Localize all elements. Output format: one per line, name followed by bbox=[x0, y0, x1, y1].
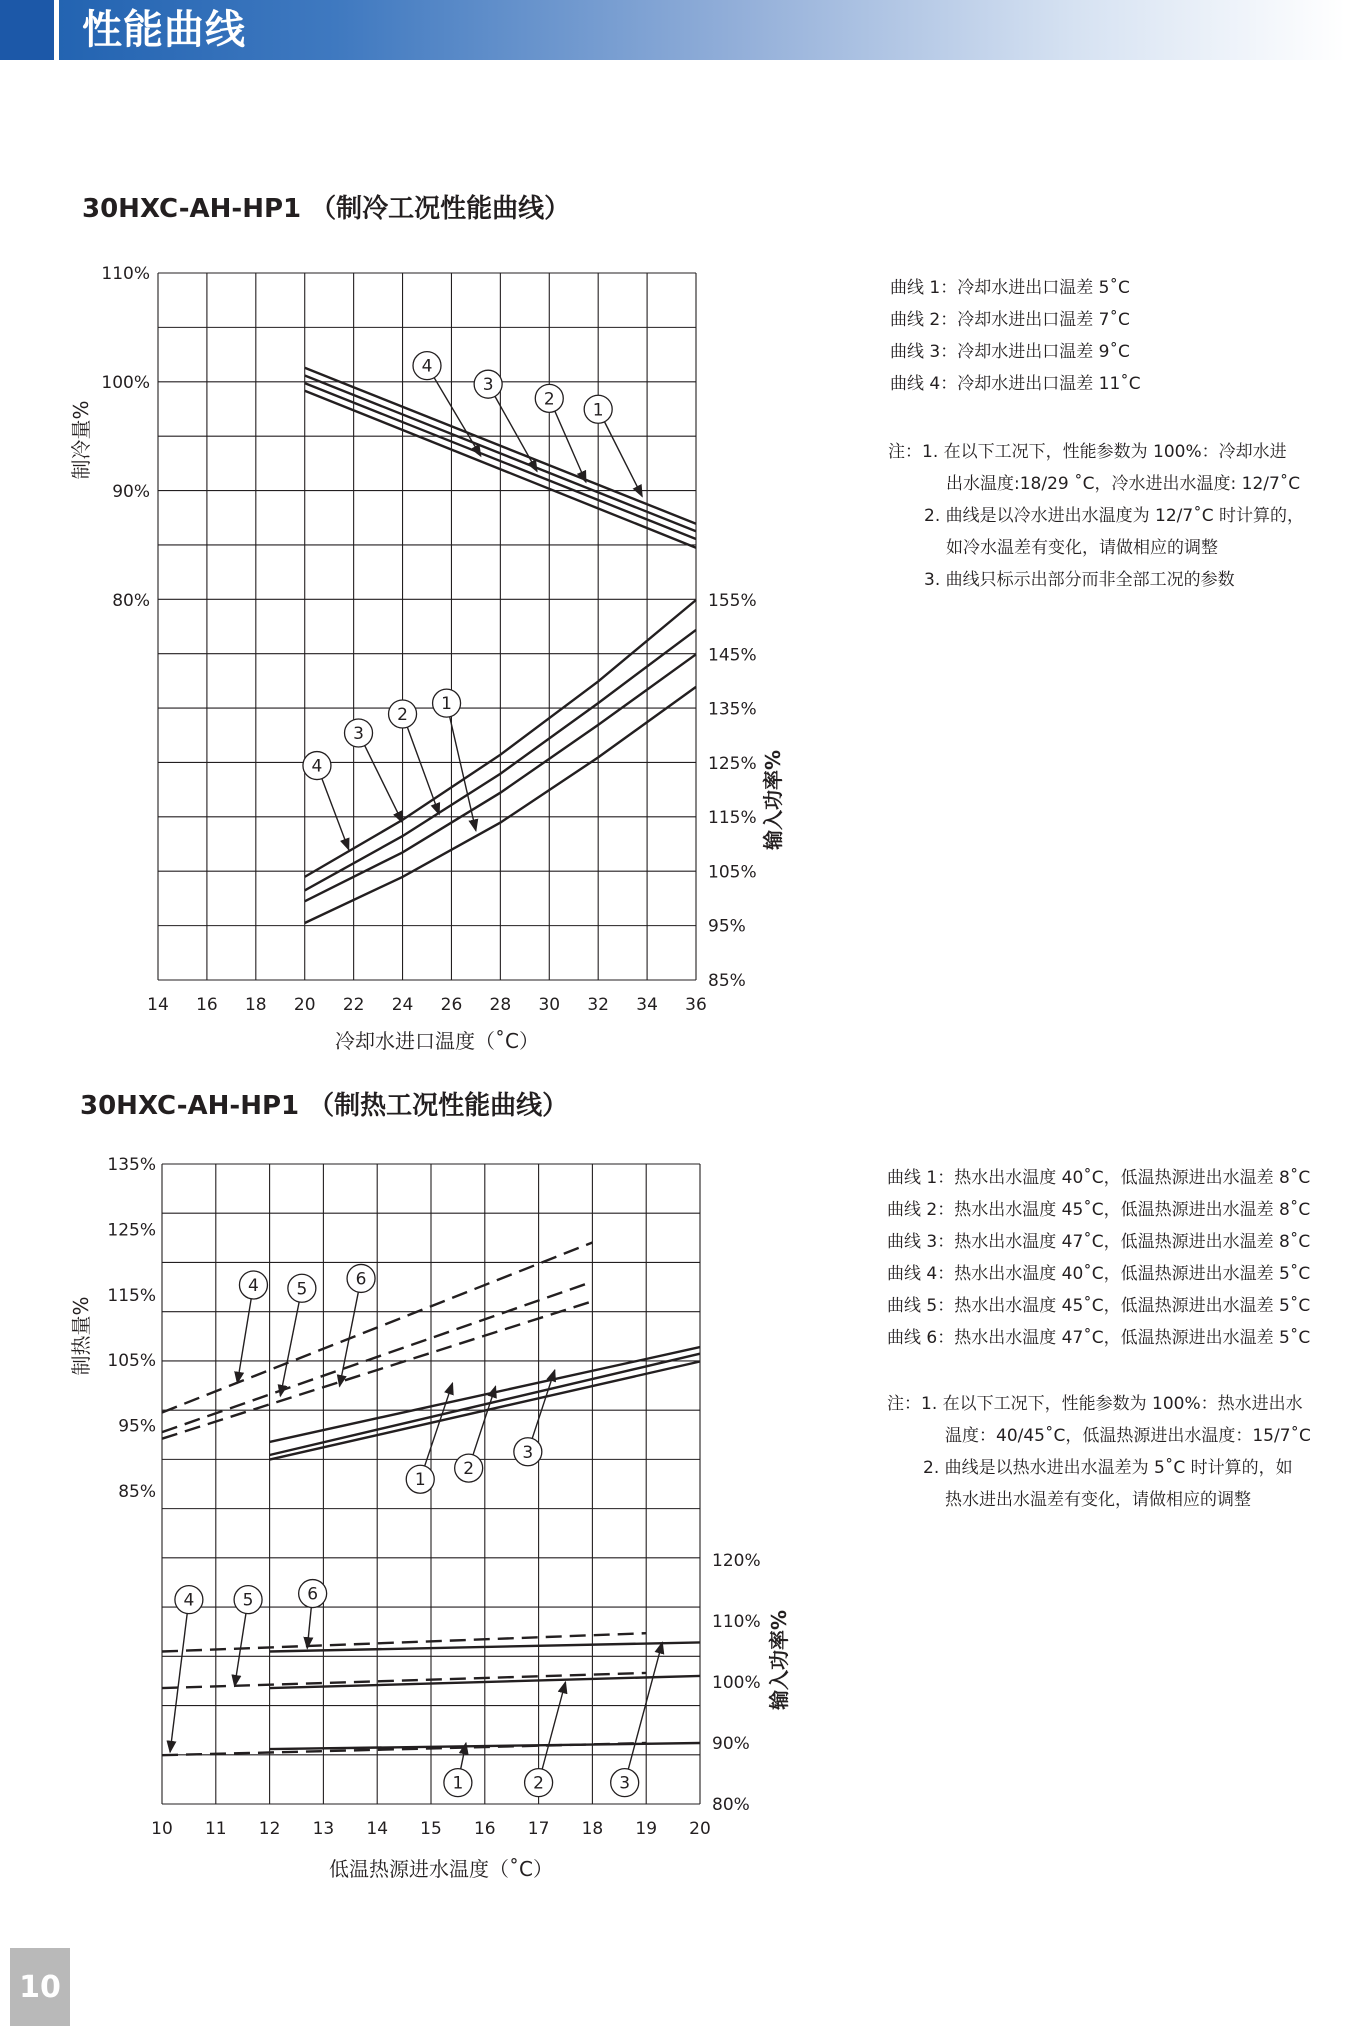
x-tick-label: 30 bbox=[538, 995, 561, 1015]
callout-arrow bbox=[322, 779, 349, 850]
y-tick-label-left: 135% bbox=[107, 1155, 156, 1175]
y-tick-label-left: 80% bbox=[112, 591, 150, 611]
cooling-legend-item: 曲线 3：冷却水进出口温差 9˚C bbox=[890, 342, 1130, 362]
heating-chart-title: 30HXC-AH-HP1 （制热工况性能曲线） bbox=[80, 1091, 569, 1121]
x-tick-label: 13 bbox=[312, 1819, 335, 1839]
x-tick-label: 18 bbox=[244, 995, 267, 1015]
heating-notes bbox=[887, 1388, 1311, 1516]
cooling-performance-chart bbox=[0, 240, 860, 1080]
cooling-legend-item: 曲线 2：冷却水进出口温差 7˚C bbox=[890, 310, 1130, 330]
callout-arrow bbox=[407, 727, 439, 814]
heating-legend-item: 曲线 4：热水出水温度 40˚C，低温热源进出水温差 5˚C bbox=[887, 1264, 1311, 1284]
callout-arrow bbox=[170, 1614, 187, 1753]
cooling-legend bbox=[890, 272, 1141, 400]
y-tick-label-right: 135% bbox=[708, 699, 757, 720]
heating-legend bbox=[887, 1162, 1310, 1354]
cooling-notes bbox=[888, 436, 1304, 596]
callout-label: 2 bbox=[397, 705, 408, 725]
callout-arrow bbox=[365, 746, 403, 823]
x-tick-label: 16 bbox=[473, 1819, 496, 1839]
cooling-note-line: 注：1. 在以下工况下，性能参数为 100%：冷却水进 bbox=[888, 442, 1287, 462]
header-separator bbox=[54, 0, 59, 60]
callout-label: 4 bbox=[183, 1590, 195, 1611]
heating-note-line: 2. 曲线是以热水进出水温差为 5˚C 时计算的，如 bbox=[923, 1458, 1293, 1478]
y-tick-label-left: 95% bbox=[118, 1416, 156, 1437]
x-tick-label: 16 bbox=[196, 995, 218, 1015]
y-tick-label-right: 95% bbox=[708, 916, 746, 937]
x-tick-label: 26 bbox=[440, 995, 463, 1015]
x-tick-label: 19 bbox=[635, 1819, 658, 1839]
callout-label: 3 bbox=[619, 1773, 631, 1794]
y-tick-label-left: 110% bbox=[101, 264, 150, 284]
callout-arrow bbox=[280, 1302, 299, 1396]
callout-label: 1 bbox=[592, 400, 604, 421]
cooling-legend-item: 曲线 4：冷却水进出口温差 11˚C bbox=[890, 374, 1141, 394]
cooling-legend-item: 曲线 1：冷却水进出口温差 5˚C bbox=[890, 278, 1130, 298]
callout-label: 4 bbox=[311, 756, 323, 777]
y-tick-label-right: 155% bbox=[708, 591, 757, 611]
x-tick-label: 20 bbox=[689, 1819, 711, 1839]
cooling-chart-title: 30HXC-AH-HP1 （制冷工况性能曲线） bbox=[82, 194, 571, 224]
x-tick-label: 11 bbox=[204, 1819, 227, 1839]
page-number: 10 bbox=[10, 1948, 70, 2026]
x-tick-label: 14 bbox=[366, 1819, 389, 1839]
callout-label: 3 bbox=[482, 375, 494, 396]
y-tick-label-right: 115% bbox=[708, 808, 757, 829]
y-tick-label-left: 90% bbox=[112, 482, 150, 502]
callout-label: 3 bbox=[522, 1442, 534, 1463]
y-tick-label-right: 120% bbox=[712, 1551, 761, 1571]
x-tick-label: 22 bbox=[342, 995, 365, 1015]
callout-label: 1 bbox=[441, 694, 452, 715]
y-tick-label-right: 80% bbox=[712, 1795, 750, 1815]
callout-arrow bbox=[340, 1292, 359, 1386]
callout-label: 6 bbox=[355, 1269, 367, 1290]
callout-arrow bbox=[604, 422, 642, 497]
heating-legend-item: 曲线 5：热水出水温度 45˚C，低温热源进出水温差 5˚C bbox=[887, 1296, 1311, 1316]
x-axis-label: 冷却水进口温度（˚C） bbox=[335, 1029, 539, 1053]
callout-label: 1 bbox=[452, 1773, 464, 1794]
callout-label: 4 bbox=[248, 1275, 259, 1296]
callout-label: 6 bbox=[307, 1584, 319, 1605]
callout-label: 3 bbox=[353, 724, 364, 744]
heating-legend-item: 曲线 6：热水出水温度 47˚C，低温热源进出水温差 5˚C bbox=[887, 1328, 1311, 1348]
heating-note-line: 注：1. 在以下工况下，性能参数为 100%：热水进出水 bbox=[887, 1394, 1303, 1414]
y-axis-label-right: 输入功率% bbox=[767, 1609, 791, 1711]
x-tick-label: 17 bbox=[527, 1819, 550, 1839]
cooling-note-line: 2. 曲线是以冷水进出水温度为 12/7˚C 时计算的， bbox=[924, 506, 1304, 526]
callout-label: 4 bbox=[421, 356, 433, 377]
y-axis-label-left: 制冷量% bbox=[69, 400, 93, 480]
y-tick-label-right: 85% bbox=[708, 971, 746, 991]
y-tick-label-right: 145% bbox=[708, 645, 757, 666]
x-tick-label: 12 bbox=[258, 1819, 281, 1839]
y-tick-label-right: 90% bbox=[712, 1734, 750, 1754]
y-tick-label-left: 85% bbox=[118, 1482, 156, 1502]
callout-arrow bbox=[542, 1682, 565, 1769]
series-line-4 bbox=[162, 1743, 646, 1755]
x-tick-label: 20 bbox=[293, 995, 316, 1015]
y-axis-label-left: 制热量% bbox=[69, 1296, 93, 1376]
heating-legend-item: 曲线 1：热水出水温度 40˚C，低温热源进出水温差 8˚C bbox=[887, 1168, 1311, 1188]
heating-legend-item: 曲线 3：热水出水温度 47˚C，低温热源进出水温差 8˚C bbox=[887, 1232, 1311, 1252]
callout-label: 2 bbox=[543, 389, 555, 410]
heating-note-line: 温度：40/45˚C，低温热源进出水温度：15/7˚C bbox=[945, 1426, 1311, 1446]
x-tick-label: 14 bbox=[147, 995, 169, 1015]
heating-legend-item: 曲线 2：热水出水温度 45˚C，低温热源进出水温差 8˚C bbox=[887, 1200, 1311, 1220]
y-tick-label-left: 125% bbox=[107, 1220, 156, 1241]
y-tick-label-right: 110% bbox=[712, 1612, 761, 1632]
callout-arrow bbox=[532, 1370, 555, 1438]
x-tick-label: 34 bbox=[636, 995, 658, 1015]
callout-arrow bbox=[307, 1607, 311, 1648]
heating-performance-chart bbox=[0, 1140, 860, 1910]
y-axis-label-right: 输入功率% bbox=[761, 749, 785, 851]
heating-note-line: 热水进出水温差有变化，请做相应的调整 bbox=[945, 1490, 1251, 1510]
callout-arrow bbox=[555, 411, 586, 482]
y-tick-label-right: 100% bbox=[712, 1673, 761, 1693]
x-tick-label: 32 bbox=[587, 995, 610, 1015]
x-tick-label: 15 bbox=[420, 1819, 442, 1839]
callout-label: 5 bbox=[242, 1590, 254, 1611]
callout-label: 2 bbox=[463, 1459, 475, 1480]
page-title: 性能曲线 bbox=[82, 7, 246, 53]
x-tick-label: 28 bbox=[489, 995, 512, 1015]
x-tick-label: 10 bbox=[151, 1819, 173, 1839]
x-axis-label: 低温热源进水温度（˚C） bbox=[329, 1857, 553, 1881]
callout-label: 1 bbox=[414, 1470, 426, 1491]
cooling-note-line: 出水温度:18/29 ˚C，冷水进出水温度: 12/7˚C bbox=[946, 474, 1301, 494]
cooling-note-line: 3. 曲线只标示出部分而非全部工况的参数 bbox=[924, 570, 1235, 590]
y-tick-label-left: 115% bbox=[107, 1285, 156, 1306]
header-accent-block bbox=[0, 0, 54, 60]
y-tick-label-left: 100% bbox=[101, 373, 150, 393]
callout-label: 2 bbox=[533, 1773, 545, 1794]
x-tick-label: 18 bbox=[581, 1819, 604, 1839]
y-tick-label-right: 125% bbox=[708, 753, 757, 774]
y-tick-label-right: 105% bbox=[708, 862, 757, 883]
cooling-note-line: 如冷水温差有变化，请做相应的调整 bbox=[946, 538, 1218, 558]
x-tick-label: 24 bbox=[391, 995, 414, 1015]
x-tick-label: 36 bbox=[685, 995, 707, 1015]
y-tick-label-left: 105% bbox=[107, 1351, 156, 1372]
callout-label: 5 bbox=[296, 1279, 308, 1300]
